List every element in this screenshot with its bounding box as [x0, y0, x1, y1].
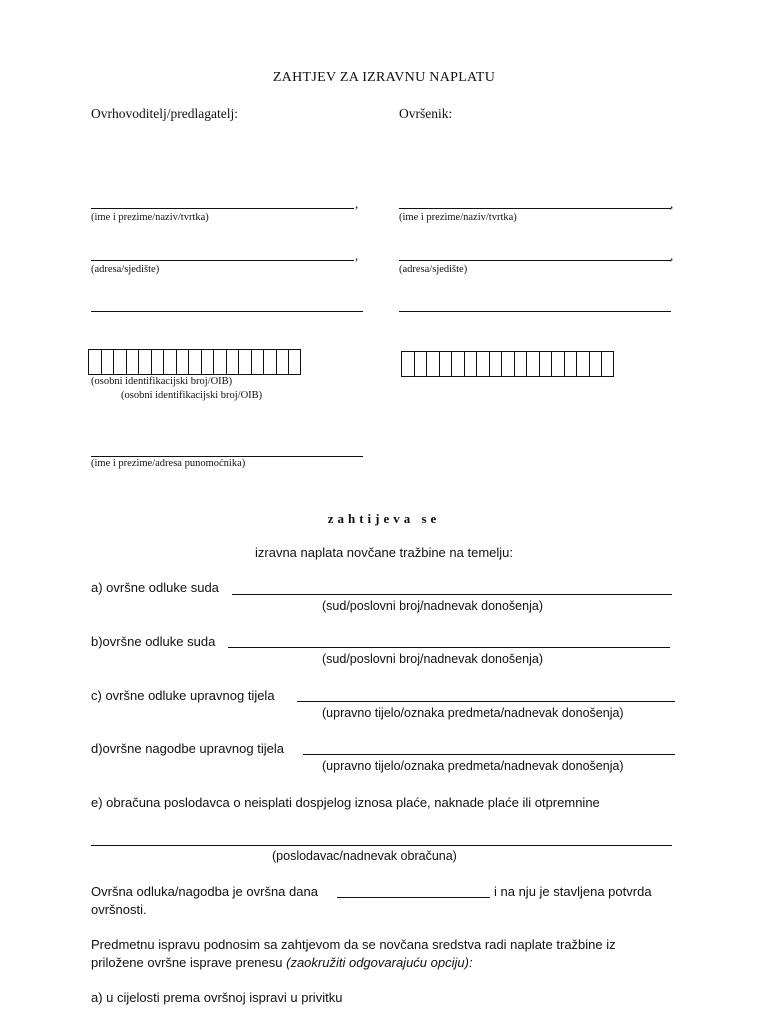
enforceability-text-line2: ovršnosti.	[91, 902, 147, 917]
transfer-text-line1: Predmetnu ispravu podnosim sa zahtjevom da se novčana sredstva radi naplate tražbine iz	[91, 937, 616, 952]
debtor-address-field-2[interactable]	[399, 311, 671, 312]
creditor-heading: Ovrhovoditelj/predlagatelj:	[91, 106, 238, 121]
creditor-oib-caption: (osobni identifikacijski broj/OIB)	[91, 376, 233, 387]
option-a-label: a) ovršne odluke suda	[91, 580, 219, 595]
option-e-label: e) obračuna poslodavca o neisplati dospjelog iznosa plaće, naknade plaće ili otpremnine	[91, 795, 600, 810]
enforceability-text-after: i na nju je stavljena potvrda	[494, 884, 652, 899]
option-c-field[interactable]	[297, 701, 675, 702]
transfer-text-line2-hint: (zaokružiti odgovarajuću opciju):	[286, 955, 473, 970]
option-d-field[interactable]	[303, 754, 675, 755]
creditor-address-caption: (adresa/sjedište)	[91, 264, 160, 275]
enforceability-text: Ovršna odluka/nagodba je ovršna dana	[91, 884, 318, 899]
enforceability-date-field[interactable]	[337, 897, 490, 898]
creditor-oib-boxes[interactable]	[88, 349, 301, 375]
option-d-caption: (upravno tijelo/oznaka predmeta/nadnevak donošenja)	[322, 759, 624, 773]
creditor-name-comma: ,	[355, 196, 359, 211]
debtor-address-field[interactable]	[399, 260, 671, 261]
transfer-text-line2-plain: priložene ovršne isprave prenesu	[91, 955, 283, 970]
transfer-option-a[interactable]: a) u cijelosti prema ovršnoj ispravi u privitku	[91, 990, 343, 1005]
option-c-label: c) ovršne odluke upravnog tijela	[91, 688, 275, 703]
option-a-field[interactable]	[232, 594, 672, 595]
attorney-caption: (ime i prezime/adresa punomoćnika)	[91, 458, 246, 469]
option-d-label: d)ovršne nagodbe upravnog tijela	[91, 741, 284, 756]
creditor-name-field[interactable]	[91, 208, 354, 209]
debtor-address-comma: ,	[670, 248, 674, 263]
option-a-caption: (sud/poslovni broj/nadnevak donošenja)	[322, 599, 543, 613]
creditor-address-comma: ,	[355, 248, 359, 263]
debtor-address-caption: (adresa/sjedište)	[399, 264, 468, 275]
option-b-field[interactable]	[228, 647, 670, 648]
transfer-text-line2	[91, 955, 473, 970]
debtor-name-field[interactable]	[399, 208, 671, 209]
option-b-label: b)ovršne odluke suda	[91, 634, 216, 649]
creditor-address-field[interactable]	[91, 260, 354, 261]
request-heading: zahtijeva se	[327, 511, 441, 526]
attorney-field[interactable]	[91, 456, 363, 457]
debtor-name-caption: (ime i prezime/naziv/tvrtka)	[399, 212, 517, 223]
option-b-caption: (sud/poslovni broj/nadnevak donošenja)	[322, 652, 543, 666]
request-intro: izravna naplata novčane tražbine na temelju:	[255, 545, 513, 560]
option-c-caption: (upravno tijelo/oznaka predmeta/nadnevak donošenja)	[322, 706, 624, 720]
page-title: ZAHTJEV ZA IZRAVNU NAPLATU	[272, 70, 496, 85]
debtor-heading: Ovršenik:	[399, 106, 453, 121]
creditor-address-field-2[interactable]	[91, 311, 363, 312]
creditor-name-caption: (ime i prezime/naziv/tvrtka)	[91, 212, 209, 223]
option-e-caption: (poslodavac/nadnevak obračuna)	[272, 849, 457, 863]
debtor-oib-boxes[interactable]	[401, 351, 614, 377]
debtor-name-comma: ,	[670, 196, 674, 211]
creditor-oib-caption-repeat: (osobni identifikacijski broj/OIB)	[121, 390, 263, 401]
option-e-field[interactable]	[91, 845, 672, 846]
